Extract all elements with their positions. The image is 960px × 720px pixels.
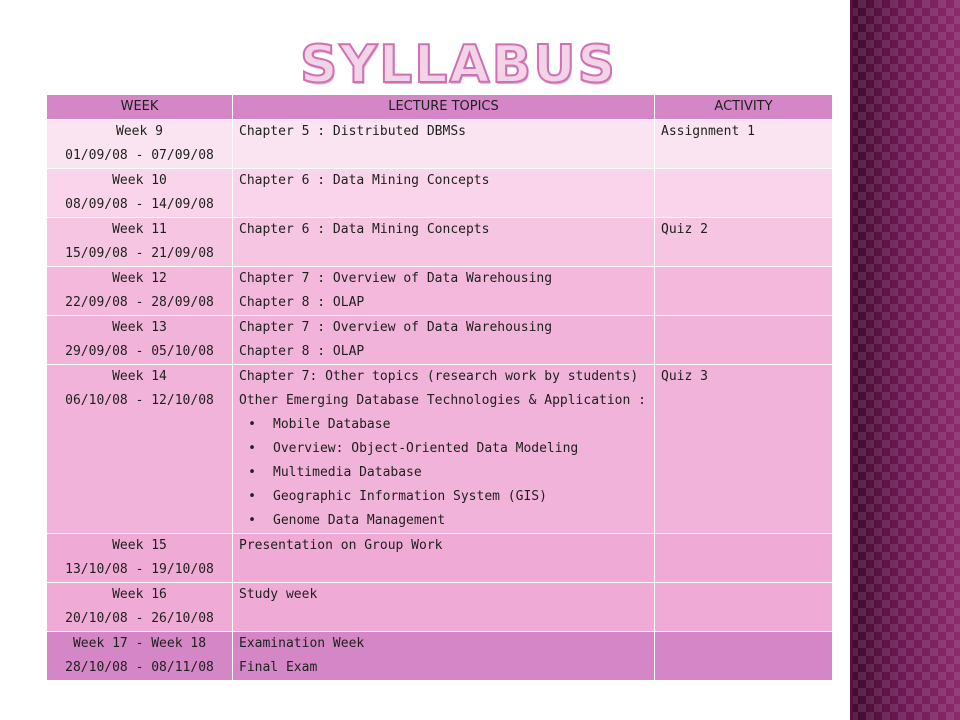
topic-line: Study week xyxy=(239,587,318,602)
topics-cell xyxy=(233,534,655,583)
activity-cell: Quiz 3 xyxy=(655,365,833,534)
activity-cell xyxy=(655,267,833,316)
week-label: Week 9 xyxy=(116,124,163,139)
bullet-icon: • xyxy=(248,513,256,528)
bullet-item: • Overview: Object-Oriented Data Modeling xyxy=(239,437,648,461)
week-dates: 01/09/08 - 07/09/08 xyxy=(65,148,214,163)
activity-cell xyxy=(655,316,833,365)
bullet-item: • Geographic Information System (GIS) xyxy=(239,485,648,509)
topics-cell xyxy=(233,169,655,218)
activity-cell xyxy=(655,169,833,218)
week-cell xyxy=(47,365,233,534)
week-dates: 20/10/08 - 26/10/08 xyxy=(65,611,214,626)
topic-line: Chapter 7: Other topics (research work by students) xyxy=(239,369,639,384)
bullet-item: • Mobile Database xyxy=(239,413,648,437)
week-label: Week 13 xyxy=(112,320,167,335)
week-label: Week 10 xyxy=(112,173,167,188)
week-label: Week 14 xyxy=(112,369,167,384)
topics-cell xyxy=(233,583,655,632)
topic-line: Examination Week xyxy=(239,636,365,651)
table-row xyxy=(47,534,833,583)
activity-cell xyxy=(655,534,833,583)
bullet-icon: • xyxy=(248,441,256,456)
topics-cell xyxy=(233,365,655,534)
week-dates: 08/09/08 - 14/09/08 xyxy=(65,197,214,212)
topic-line: Chapter 5 : Distributed DBMSs xyxy=(239,124,466,139)
week-dates: 15/09/08 - 21/09/08 xyxy=(65,246,214,261)
decorative-side-panel xyxy=(850,0,960,720)
table-row xyxy=(47,169,833,218)
week-cell xyxy=(47,583,233,632)
activity-cell xyxy=(655,632,833,681)
topic-line: Chapter 7 : Overview of Data Warehousing xyxy=(239,320,553,335)
syllabus-table xyxy=(46,94,833,681)
table-row xyxy=(47,218,833,267)
topic-line: Chapter 8 : OLAP xyxy=(239,295,365,310)
topics-cell xyxy=(233,218,655,267)
activity-cell xyxy=(655,583,833,632)
week-cell xyxy=(47,267,233,316)
topics-cell xyxy=(233,632,655,681)
bullet-icon: • xyxy=(248,417,256,432)
table-row xyxy=(47,120,833,169)
table-header-row xyxy=(47,95,833,120)
side-panel-edge xyxy=(850,0,853,720)
topic-line: Chapter 7 : Overview of Data Warehousing xyxy=(239,271,553,286)
header-activity: ACTIVITY xyxy=(655,95,833,120)
week-label: Week 12 xyxy=(112,271,167,286)
table-row xyxy=(47,316,833,365)
header-lecture-topics: LECTURE TOPICS xyxy=(233,95,655,120)
week-dates: 22/09/08 - 28/09/08 xyxy=(65,295,214,310)
topics-cell xyxy=(233,316,655,365)
activity-cell: Quiz 2 xyxy=(655,218,833,267)
week-cell xyxy=(47,316,233,365)
technology-bullet-list xyxy=(239,413,648,533)
table-row xyxy=(47,267,833,316)
bullet-item: • Genome Data Management xyxy=(239,509,648,533)
week-label: Week 17 - Week 18 xyxy=(72,636,207,651)
bullet-icon: • xyxy=(248,465,256,480)
bullet-icon: • xyxy=(248,489,256,504)
table-row xyxy=(47,583,833,632)
week-dates: 29/09/08 - 05/10/08 xyxy=(65,344,214,359)
table-row xyxy=(47,365,833,534)
week-cell xyxy=(47,120,233,169)
header-week: WEEK xyxy=(47,95,233,120)
topic-line: Final Exam xyxy=(239,660,318,675)
topics-cell xyxy=(233,267,655,316)
week-dates: 06/10/08 - 12/10/08 xyxy=(65,393,214,408)
topics-cell xyxy=(233,120,655,169)
topic-line: Presentation on Group Work xyxy=(239,538,443,553)
week-dates: 13/10/08 - 19/10/08 xyxy=(65,562,214,577)
week-cell xyxy=(47,534,233,583)
week-cell xyxy=(47,632,233,681)
week-dates: 28/10/08 - 08/11/08 xyxy=(65,660,214,675)
week-label: Week 15 xyxy=(112,538,167,553)
topic-line: Chapter 8 : OLAP xyxy=(239,344,365,359)
week-cell xyxy=(47,218,233,267)
week-label: Week 16 xyxy=(112,587,167,602)
week-label: Week 11 xyxy=(112,222,167,237)
table-row xyxy=(47,632,833,681)
topic-line: Chapter 6 : Data Mining Concepts xyxy=(239,173,490,188)
slide-title: SYLLABUS xyxy=(300,35,617,95)
topic-line: Chapter 6 : Data Mining Concepts xyxy=(239,222,490,237)
activity-cell: Assignment 1 xyxy=(655,120,833,169)
week-cell xyxy=(47,169,233,218)
topic-line: Other Emerging Database Technologies & Application : xyxy=(239,393,646,408)
bullet-item: • Multimedia Database xyxy=(239,461,648,485)
